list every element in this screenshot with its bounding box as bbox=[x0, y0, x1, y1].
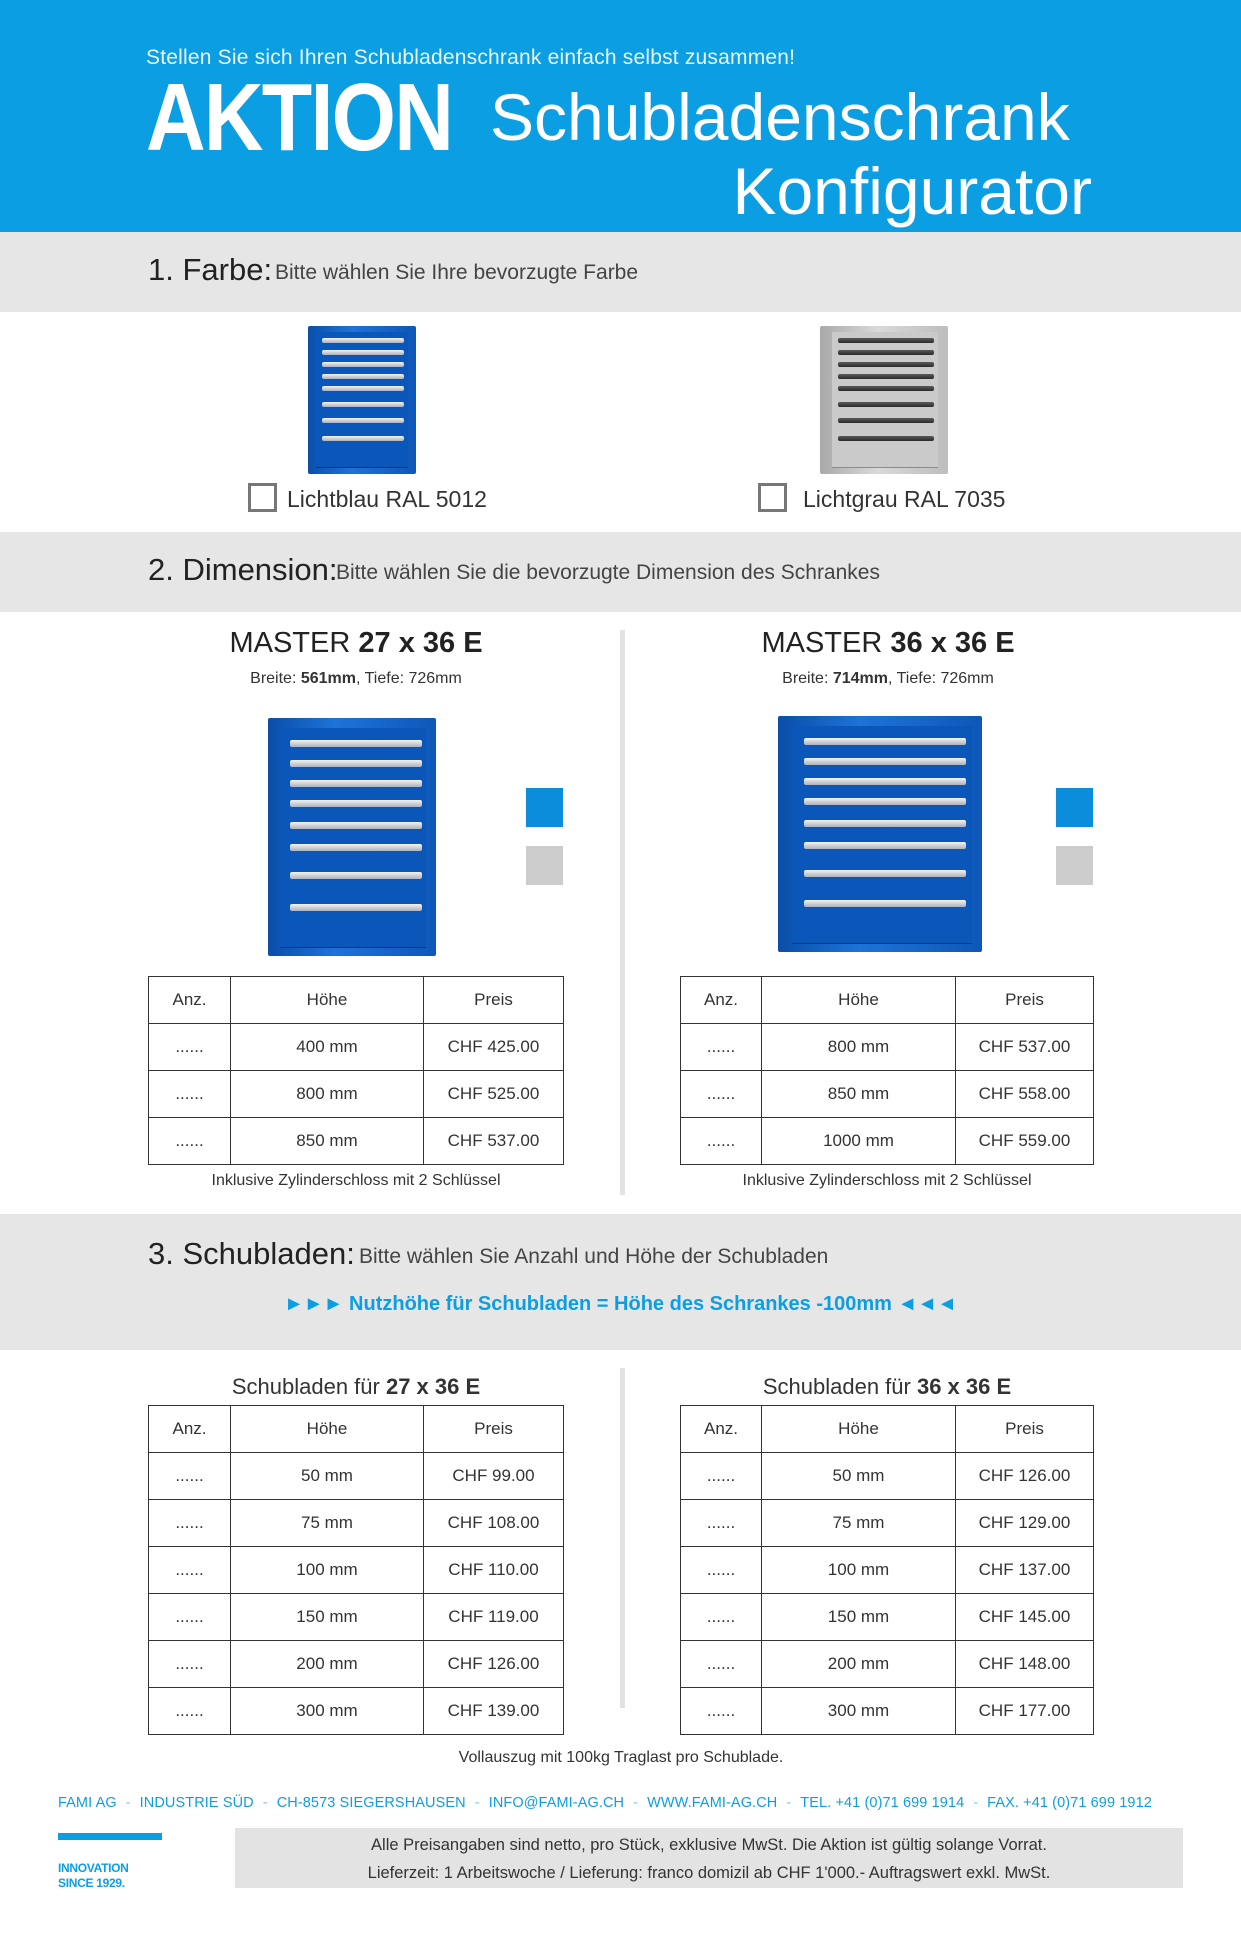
table-row bbox=[149, 1453, 564, 1500]
col-hoehe: Höhe bbox=[231, 1406, 424, 1453]
col-hoehe: Höhe bbox=[762, 1406, 956, 1453]
anz-input[interactable]: ...... bbox=[149, 1024, 231, 1071]
hoehe-cell: 75 mm bbox=[762, 1500, 956, 1547]
title-line2: Konfigurator bbox=[732, 154, 1092, 228]
col-preis: Preis bbox=[424, 977, 564, 1024]
drawers-36-title: Schubladen für 36 x 36 E bbox=[762, 1374, 1012, 1399]
table-row bbox=[149, 1641, 564, 1688]
hoehe-cell: 300 mm bbox=[762, 1688, 956, 1735]
anz-input[interactable]: ...... bbox=[149, 1118, 231, 1165]
preis-cell: CHF 139.00 bbox=[424, 1688, 564, 1735]
nutzhoehe-notice: ►►► Nutzhöhe für Schubladen = Höhe des Schrankes -100mm ◄◄◄ bbox=[284, 1293, 957, 1315]
hoehe-cell: 50 mm bbox=[762, 1453, 956, 1500]
table-row bbox=[681, 1071, 1094, 1118]
color-grey-label: Lichtgrau RAL 7035 bbox=[803, 486, 1006, 512]
model1-cabinet-image bbox=[268, 718, 436, 956]
section-farbe-header bbox=[0, 232, 1241, 312]
anz-input[interactable]: ...... bbox=[149, 1641, 231, 1688]
drawers-27-title: Schubladen für 27 x 36 E bbox=[231, 1374, 481, 1399]
aktion-title: AKTION bbox=[146, 64, 453, 171]
drawers-36-table bbox=[680, 1405, 1094, 1735]
anz-input[interactable]: ...... bbox=[149, 1453, 231, 1500]
tagline: Stellen Sie sich Ihren Schubladenschrank einfach selbst zusammen! bbox=[146, 46, 796, 69]
preis-cell: CHF 177.00 bbox=[956, 1688, 1094, 1735]
preis-cell: CHF 110.00 bbox=[424, 1547, 564, 1594]
anz-input[interactable]: ...... bbox=[681, 1547, 762, 1594]
preis-cell: CHF 119.00 bbox=[424, 1594, 564, 1641]
hoehe-cell: 850 mm bbox=[231, 1118, 424, 1165]
footer-accent-bar bbox=[58, 1833, 162, 1840]
innovation-line1: INNOVATION bbox=[58, 1861, 129, 1875]
table-row bbox=[681, 1453, 1094, 1500]
anz-input[interactable]: ...... bbox=[149, 1500, 231, 1547]
preis-cell: CHF 99.00 bbox=[424, 1453, 564, 1500]
col-anz: Anz. bbox=[681, 1406, 762, 1453]
section-dimension-header bbox=[0, 532, 1241, 612]
hoehe-cell: 850 mm bbox=[762, 1071, 956, 1118]
hoehe-cell: 1000 mm bbox=[762, 1118, 956, 1165]
hoehe-cell: 200 mm bbox=[231, 1641, 424, 1688]
section-schubladen-title: 3. Schubladen: bbox=[148, 1236, 355, 1271]
preis-cell: CHF 129.00 bbox=[956, 1500, 1094, 1547]
hoehe-cell: 200 mm bbox=[762, 1641, 956, 1688]
table-header-row bbox=[149, 1406, 564, 1453]
table-row bbox=[681, 1594, 1094, 1641]
table-row bbox=[149, 1024, 564, 1071]
anz-input[interactable]: ...... bbox=[681, 1500, 762, 1547]
table-row bbox=[149, 1500, 564, 1547]
drawers-27-table bbox=[148, 1405, 564, 1735]
section-schubladen-hint: Bitte wählen Sie Anzahl und Höhe der Schubladen bbox=[359, 1245, 829, 1268]
section-farbe-hint: Bitte wählen Sie Ihre bevorzugte Farbe bbox=[275, 261, 639, 284]
preis-cell: CHF 559.00 bbox=[956, 1118, 1094, 1165]
preis-cell: CHF 558.00 bbox=[956, 1071, 1094, 1118]
col-hoehe: Höhe bbox=[231, 977, 424, 1024]
preis-cell: CHF 108.00 bbox=[424, 1500, 564, 1547]
anz-input[interactable]: ...... bbox=[149, 1688, 231, 1735]
anz-input[interactable]: ...... bbox=[681, 1453, 762, 1500]
model2-title: MASTER 36 x 36 E bbox=[761, 627, 1015, 659]
preis-cell: CHF 537.00 bbox=[956, 1024, 1094, 1071]
table-row bbox=[149, 1118, 564, 1165]
table-row bbox=[149, 1594, 564, 1641]
table-row bbox=[681, 1500, 1094, 1547]
anz-input[interactable]: ...... bbox=[681, 1688, 762, 1735]
model1-swatch-grey[interactable] bbox=[526, 846, 563, 885]
preis-cell: CHF 525.00 bbox=[424, 1071, 564, 1118]
cabinet-grey-image bbox=[820, 326, 948, 474]
section-farbe-title: 1. Farbe: bbox=[148, 252, 273, 287]
color-grey-checkbox[interactable] bbox=[758, 483, 787, 512]
anz-input[interactable]: ...... bbox=[149, 1594, 231, 1641]
title-line1: Schubladenschrank bbox=[490, 80, 1070, 154]
hoehe-cell: 300 mm bbox=[231, 1688, 424, 1735]
model2-dimensions: Breite: 714mm, Tiefe: 726mm bbox=[782, 670, 994, 687]
anz-input[interactable]: ...... bbox=[149, 1547, 231, 1594]
drawers-note: Vollauszug mit 100kg Traglast pro Schublade. bbox=[458, 1749, 784, 1766]
hoehe-cell: 100 mm bbox=[762, 1547, 956, 1594]
hoehe-cell: 800 mm bbox=[231, 1071, 424, 1118]
table-row bbox=[681, 1547, 1094, 1594]
dimension-divider bbox=[620, 630, 625, 1195]
preis-cell: CHF 145.00 bbox=[956, 1594, 1094, 1641]
model2-price-table bbox=[680, 976, 1094, 1165]
hoehe-cell: 150 mm bbox=[762, 1594, 956, 1641]
footer-company: FAMI AG bbox=[58, 1795, 117, 1811]
col-preis: Preis bbox=[956, 1406, 1094, 1453]
model1-price-table bbox=[148, 976, 564, 1165]
anz-input[interactable]: ...... bbox=[681, 1594, 762, 1641]
table-row bbox=[149, 1688, 564, 1735]
hoehe-cell: 400 mm bbox=[231, 1024, 424, 1071]
table-row bbox=[149, 1071, 564, 1118]
cabinet-blue-image bbox=[308, 326, 416, 474]
model2-cabinet-image bbox=[778, 716, 982, 952]
model1-dimensions: Breite: 561mm, Tiefe: 726mm bbox=[250, 670, 462, 687]
anz-input[interactable]: ...... bbox=[681, 1071, 762, 1118]
anz-input[interactable]: ...... bbox=[681, 1024, 762, 1071]
preis-cell: CHF 425.00 bbox=[424, 1024, 564, 1071]
hoehe-cell: 75 mm bbox=[231, 1500, 424, 1547]
footer-phone: TEL. +41 (0)71 699 1914 bbox=[800, 1795, 965, 1811]
footer-email-link[interactable]: INFO@FAMI-AG.CH bbox=[488, 1795, 625, 1811]
preis-cell: CHF 537.00 bbox=[424, 1118, 564, 1165]
table-header-row bbox=[681, 1406, 1094, 1453]
innovation-line2: SINCE 1929. bbox=[58, 1876, 125, 1890]
preis-cell: CHF 126.00 bbox=[956, 1453, 1094, 1500]
table-header-row bbox=[681, 977, 1094, 1024]
hoehe-cell: 800 mm bbox=[762, 1024, 956, 1071]
section-dimension-hint: Bitte wählen Sie die bevorzugte Dimension des Schrankes bbox=[336, 561, 880, 584]
footer-location: INDUSTRIE SÜD bbox=[139, 1795, 254, 1811]
col-anz: Anz. bbox=[149, 1406, 231, 1453]
drawers-divider bbox=[620, 1368, 625, 1708]
col-preis: Preis bbox=[424, 1406, 564, 1453]
footer-contact-line: FAMI AG - INDUSTRIE SÜD - CH-8573 SIEGERSHAUSEN - INFO@FAMI-AG.CH - WWW.FAMI-AG.CH - TEL. +41 (0)71 699 1914 - FAX. +41 (0)71 699 1912 bbox=[58, 1795, 1152, 1811]
footer-website-link[interactable]: WWW.FAMI-AG.CH bbox=[647, 1795, 778, 1811]
model2-note: Inklusive Zylinderschloss mit 2 Schlüssel bbox=[742, 1172, 1032, 1189]
table-row bbox=[681, 1688, 1094, 1735]
table-row bbox=[681, 1118, 1094, 1165]
hoehe-cell: 150 mm bbox=[231, 1594, 424, 1641]
innovation-logo bbox=[58, 1861, 129, 1891]
col-anz: Anz. bbox=[149, 977, 231, 1024]
color-blue-label: Lichtblau RAL 5012 bbox=[287, 486, 487, 512]
model2-swatch-blue[interactable] bbox=[1056, 788, 1093, 827]
hoehe-cell: 50 mm bbox=[231, 1453, 424, 1500]
hoehe-cell: 100 mm bbox=[231, 1547, 424, 1594]
section-schubladen-header bbox=[0, 1214, 1241, 1350]
col-preis: Preis bbox=[956, 977, 1094, 1024]
table-header-row bbox=[149, 977, 564, 1024]
disclaimer-box bbox=[235, 1828, 1183, 1888]
color-blue-checkbox[interactable] bbox=[248, 483, 277, 512]
anz-input[interactable]: ...... bbox=[149, 1071, 231, 1118]
table-row bbox=[149, 1547, 564, 1594]
col-hoehe: Höhe bbox=[762, 977, 956, 1024]
model1-title: MASTER 27 x 36 E bbox=[229, 627, 483, 659]
model1-swatch-blue[interactable] bbox=[526, 788, 563, 827]
section-dimension-title: 2. Dimension: bbox=[148, 552, 338, 587]
disclaimer-line1: Alle Preisangaben sind netto, pro Stück, exklusive MwSt. Die Aktion ist gültig solange Vorrat. bbox=[371, 1836, 1047, 1854]
anz-input[interactable]: ...... bbox=[681, 1118, 762, 1165]
footer-address: CH-8573 SIEGERSHAUSEN bbox=[276, 1795, 466, 1811]
preis-cell: CHF 148.00 bbox=[956, 1641, 1094, 1688]
model2-swatch-grey[interactable] bbox=[1056, 846, 1093, 885]
anz-input[interactable]: ...... bbox=[681, 1641, 762, 1688]
col-anz: Anz. bbox=[681, 977, 762, 1024]
table-row bbox=[681, 1024, 1094, 1071]
preis-cell: CHF 126.00 bbox=[424, 1641, 564, 1688]
preis-cell: CHF 137.00 bbox=[956, 1547, 1094, 1594]
disclaimer-line2: Lieferzeit: 1 Arbeitswoche / Lieferung: franco domizil ab CHF 1'000.- Auftragswert exkl. MwSt. bbox=[367, 1864, 1051, 1882]
header-banner bbox=[0, 0, 1241, 232]
table-row bbox=[681, 1641, 1094, 1688]
model1-note: Inklusive Zylinderschloss mit 2 Schlüssel bbox=[211, 1172, 501, 1189]
footer-fax: FAX. +41 (0)71 699 1912 bbox=[987, 1795, 1152, 1811]
